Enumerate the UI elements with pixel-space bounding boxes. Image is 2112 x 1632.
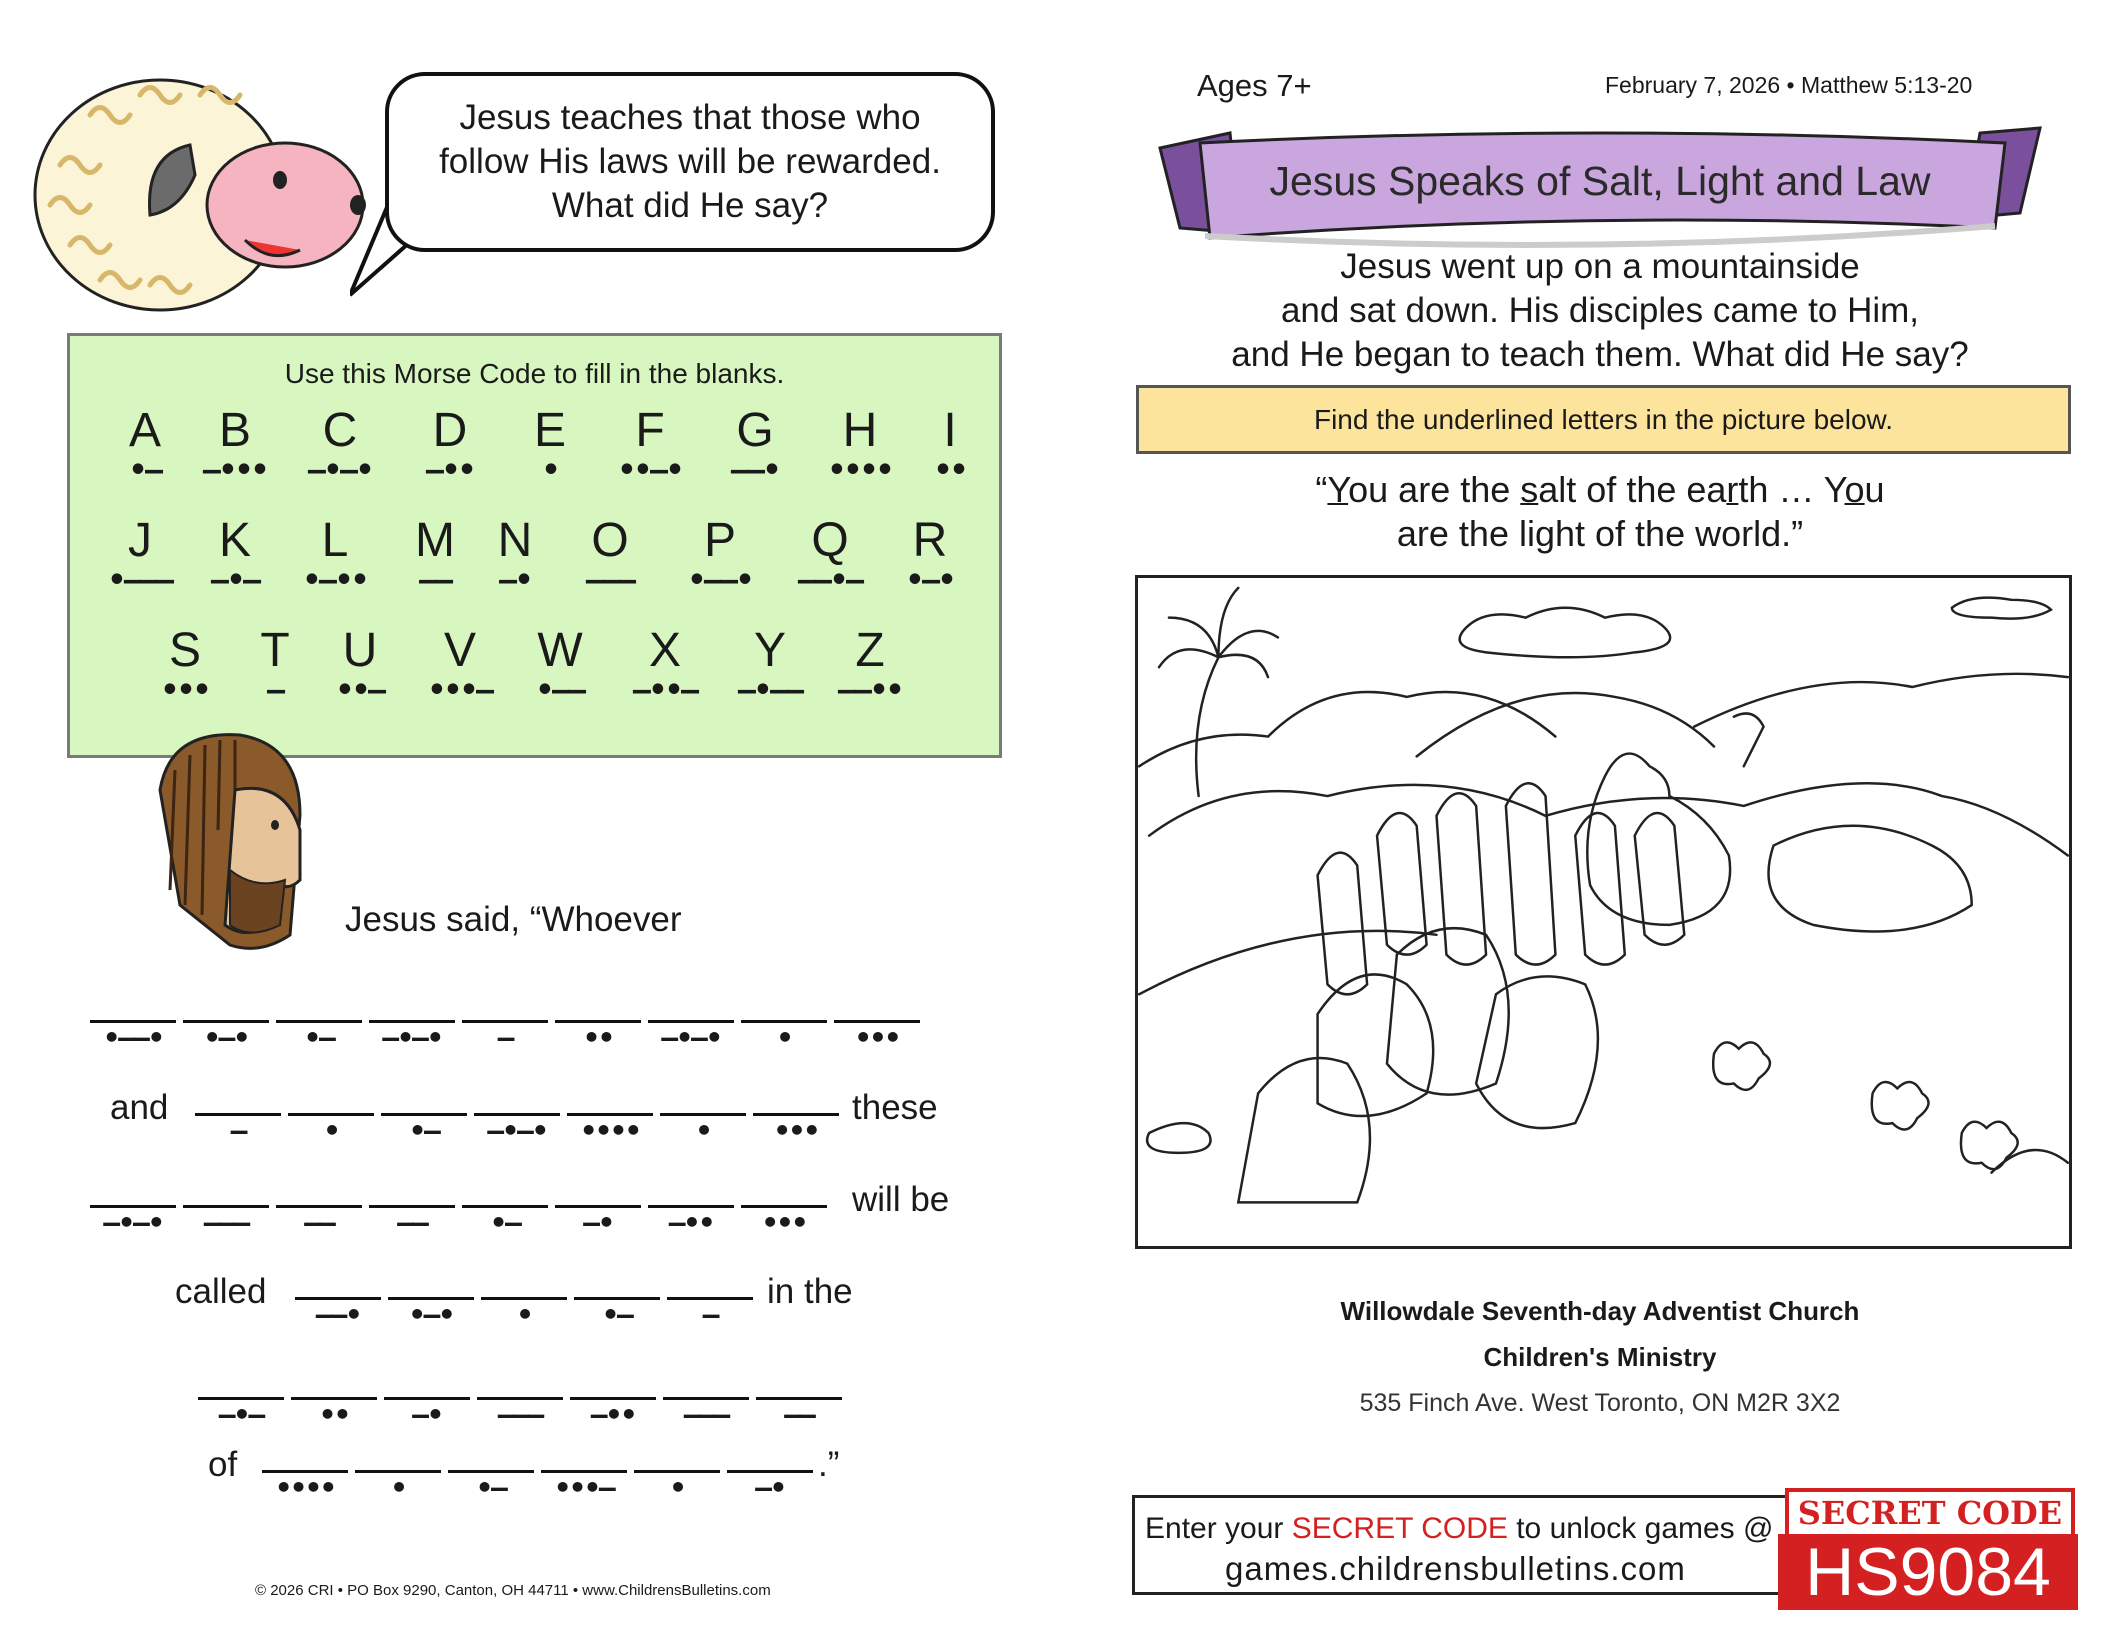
morse-key-letter: Z (855, 624, 885, 677)
code-prompt-highlight: SECRET CODE (1291, 1512, 1508, 1545)
morse-key-letter: K (218, 514, 251, 567)
morse-key-letter: L (321, 514, 349, 567)
answer-blank[interactable] (462, 995, 548, 1053)
answer-blank[interactable] (90, 995, 176, 1053)
morse-key-code: –•– (210, 563, 260, 598)
answer-blank[interactable] (198, 1372, 284, 1430)
answer-blank[interactable] (834, 995, 920, 1053)
blank-line[interactable] (90, 1180, 176, 1208)
morse-key-letter: M (415, 514, 455, 567)
blank-line[interactable] (355, 1445, 441, 1473)
morse-key-item (85, 514, 195, 598)
morse-key-code: ••–• (617, 453, 683, 488)
morse-key-letter: W (537, 624, 583, 677)
blank-line[interactable] (462, 1180, 548, 1208)
blank-line[interactable] (741, 995, 827, 1023)
verse-line-2: are the light of the world.” (1396, 513, 1804, 554)
blank-morse-code: •– (476, 1471, 506, 1504)
answer-blank[interactable] (276, 1180, 362, 1238)
blank-line[interactable] (198, 1372, 284, 1400)
blank-line[interactable] (477, 1372, 563, 1400)
morse-key-code: •••– (427, 673, 493, 708)
answer-blank[interactable] (477, 1372, 563, 1430)
blank-line[interactable] (634, 1445, 720, 1473)
answer-blank[interactable] (648, 995, 734, 1053)
blank-line[interactable] (648, 1180, 734, 1208)
morse-key-code: •–– (535, 673, 585, 708)
blank-line[interactable] (727, 1445, 813, 1473)
puzzle-word: .” (818, 1445, 840, 1484)
morse-key-code: –••• (202, 453, 268, 488)
sermon-on-mount-picture (1135, 575, 2072, 1249)
answer-blank[interactable] (648, 1180, 734, 1238)
morse-key-item (815, 624, 925, 708)
morse-key-letter: D (432, 404, 468, 457)
blank-morse-code: ••• (773, 1114, 819, 1147)
morse-key-letter: R (912, 514, 948, 567)
blank-line[interactable] (381, 1088, 467, 1116)
morse-key-item (395, 404, 505, 488)
secret-code-prompt (1132, 1495, 1802, 1595)
blank-line[interactable] (90, 995, 176, 1023)
morse-key-letter: U (342, 624, 378, 677)
blank-morse-code: •–• (408, 1298, 454, 1331)
story-line: Jesus went up on a mountainside (1340, 247, 1860, 286)
morse-key-code: –•–– (737, 673, 803, 708)
morse-key-letter: S (168, 624, 201, 677)
blank-morse-code: –•–• (382, 1021, 442, 1054)
answer-blank[interactable] (195, 1088, 281, 1146)
morse-instructions: Use this Morse Code to fill in the blanks. (284, 358, 785, 389)
secret-code-label: SECRET CODE (1785, 1488, 2075, 1538)
answer-blank[interactable] (756, 1372, 842, 1430)
answer-blank[interactable] (384, 1372, 470, 1430)
blank-morse-code: •– (409, 1114, 439, 1147)
morse-key-item (180, 404, 290, 488)
morse-key-letter: O (591, 514, 629, 567)
morse-key-code: ••– (335, 673, 385, 708)
jesus-face-illustration (140, 730, 310, 950)
blank-line[interactable] (369, 995, 455, 1023)
answer-blank[interactable] (355, 1445, 441, 1503)
answer-blank[interactable] (295, 1272, 381, 1330)
blank-line[interactable] (663, 1372, 749, 1400)
answer-blank[interactable] (667, 1272, 753, 1330)
copyright: © 2026 CRI • PO Box 9290, Canton, OH 44711 • www.ChildrensBulletins.com (255, 1582, 771, 1599)
code-prompt-pre: Enter your (1145, 1512, 1292, 1545)
puzzle-word: and (110, 1088, 169, 1127)
answer-blank[interactable] (481, 1272, 567, 1330)
blank-line[interactable] (474, 1088, 560, 1116)
code-prompt-line (1145, 1512, 1773, 1546)
morse-key-letter: N (497, 514, 533, 567)
morse-key-item (715, 624, 825, 708)
answer-blank[interactable] (448, 1445, 534, 1503)
puzzle-word: these (852, 1088, 938, 1127)
answer-blank[interactable] (567, 1088, 653, 1146)
morse-key-item (505, 624, 615, 708)
morse-key-code: ––– (585, 563, 635, 598)
bubble-text (410, 96, 970, 228)
blank-line[interactable] (756, 1372, 842, 1400)
answer-blank[interactable] (90, 1180, 176, 1238)
blank-morse-code: – (702, 1298, 718, 1331)
blank-morse-code: ––• (315, 1298, 361, 1331)
blank-morse-code: –– (784, 1398, 814, 1431)
blank-line[interactable] (648, 995, 734, 1023)
blank-line[interactable] (384, 1372, 470, 1400)
morse-key-letter: Q (811, 514, 849, 567)
morse-key-code: •• (933, 453, 967, 488)
morse-key-item (895, 404, 1005, 488)
blank-line[interactable] (570, 1372, 656, 1400)
blank-line[interactable] (276, 1180, 362, 1208)
verse-text (1140, 468, 2060, 556)
morse-key-code: ••• (160, 673, 210, 708)
blank-morse-code: –• (583, 1206, 613, 1239)
morse-key-letter: T (260, 624, 290, 677)
blank-morse-code: • (776, 1021, 792, 1054)
morse-key-code: •••• (827, 453, 893, 488)
puzzle-word: in the (767, 1272, 853, 1311)
morse-key-item (180, 514, 290, 598)
blank-morse-code: •– (490, 1206, 520, 1239)
verse-line-1: “You are the salt of the earth … You (1315, 469, 1885, 510)
blank-morse-code: •••– (554, 1471, 614, 1504)
answer-blank[interactable] (541, 1445, 627, 1503)
answer-blank[interactable] (555, 995, 641, 1053)
puzzle-word: will be (852, 1180, 950, 1219)
morse-key-letter: H (842, 404, 878, 457)
blank-morse-code: ––– (203, 1206, 249, 1239)
blank-line[interactable] (753, 1088, 839, 1116)
blank-line[interactable] (295, 1272, 381, 1300)
blank-morse-code: • (390, 1471, 406, 1504)
answer-blank[interactable] (663, 1372, 749, 1430)
morse-key-letter: Y (753, 624, 786, 677)
blank-line[interactable] (834, 995, 920, 1023)
bubble-line: Jesus teaches that those who (459, 98, 921, 137)
morse-key-code: ––• (730, 453, 780, 488)
story-line: and sat down. His disciples came to Him, (1280, 291, 1920, 330)
blank-line[interactable] (448, 1445, 534, 1473)
blank-morse-code: –– (397, 1206, 427, 1239)
church-name: Willowdale Seventh-day Adventist Church (1340, 1296, 1860, 1326)
answer-blank[interactable] (369, 1180, 455, 1238)
blank-morse-code: –•–• (487, 1114, 547, 1147)
morse-key-code: –••– (632, 673, 698, 708)
morse-code-key (67, 333, 1002, 758)
blank-morse-code: –• (755, 1471, 785, 1504)
morse-key-item (595, 404, 705, 488)
morse-key-letter: X (648, 624, 681, 677)
answer-blank[interactable] (753, 1088, 839, 1146)
answer-blank[interactable] (388, 1272, 474, 1330)
morse-key-code: –• (498, 563, 532, 598)
answer-blank[interactable] (474, 1088, 560, 1146)
morse-key-code: ––•– (797, 563, 863, 598)
blank-morse-code: •– (304, 1021, 334, 1054)
blank-line[interactable] (369, 1180, 455, 1208)
church-info (1140, 1288, 2060, 1426)
church-ministry: Children's Ministry (1483, 1342, 1717, 1372)
morse-key-item (555, 514, 665, 598)
morse-key-letter: J (128, 514, 152, 567)
blank-line[interactable] (462, 995, 548, 1023)
blank-line[interactable] (567, 1088, 653, 1116)
blank-morse-code: ––– (683, 1398, 729, 1431)
date-reference: February 7, 2026 • Matthew 5:13-20 (1605, 72, 1973, 98)
blank-morse-code: –•–• (103, 1206, 163, 1239)
puzzle-intro: Jesus said, “Whoever (345, 900, 682, 939)
blank-morse-code: •––• (103, 1021, 163, 1054)
speech-bubble (385, 72, 995, 252)
answer-blank[interactable] (741, 1180, 827, 1238)
morse-key-letter: C (322, 404, 358, 457)
blank-morse-code: • (323, 1114, 339, 1147)
morse-key-item (875, 514, 985, 598)
story-text (1140, 245, 2060, 377)
blank-line[interactable] (183, 995, 269, 1023)
blank-line[interactable] (276, 995, 362, 1023)
morse-key-code: •––• (687, 563, 753, 598)
blank-morse-code: –•– (218, 1398, 264, 1431)
blank-morse-code: •• (319, 1398, 349, 1431)
blank-line[interactable] (555, 995, 641, 1023)
blank-line[interactable] (741, 1180, 827, 1208)
morse-key-item (495, 404, 605, 488)
blank-morse-code: • (516, 1298, 532, 1331)
answer-blank[interactable] (262, 1445, 348, 1503)
morse-key-letter: E (533, 404, 566, 457)
morse-key-code: –– (418, 563, 452, 598)
blank-line[interactable] (388, 1272, 474, 1300)
morse-key-code: •––– (107, 563, 173, 598)
blank-morse-code: –•–• (661, 1021, 721, 1054)
blank-line[interactable] (555, 1180, 641, 1208)
answer-blank[interactable] (276, 995, 362, 1053)
blank-morse-code: ––– (497, 1398, 543, 1431)
morse-key-letter: A (128, 404, 161, 457)
games-url-link[interactable]: games.childrensbulletins.com (1225, 1550, 1686, 1587)
blank-morse-code: •–• (203, 1021, 249, 1054)
blank-line[interactable] (481, 1272, 567, 1300)
morse-key-item (610, 624, 720, 708)
morse-key-code: –•–• (307, 453, 373, 488)
blank-line[interactable] (288, 1088, 374, 1116)
answer-blank[interactable] (634, 1445, 720, 1503)
morse-key-item (460, 514, 570, 598)
morse-key-item (285, 404, 395, 488)
find-instructions: Find the underlined letters in the picture below. (1313, 403, 1894, 435)
morse-key-letter: I (943, 404, 957, 457)
answer-blank[interactable] (381, 1088, 467, 1146)
morse-key-letter: V (443, 624, 476, 677)
find-instructions-box (1136, 385, 2071, 454)
morse-key-letter: F (635, 404, 665, 457)
morse-key-code: •–• (905, 563, 955, 598)
answer-blank[interactable] (183, 995, 269, 1053)
secret-code-value: HS9084 (1778, 1534, 2078, 1610)
blank-morse-code: ••• (854, 1021, 900, 1054)
answer-blank[interactable] (570, 1372, 656, 1430)
answer-blank[interactable] (574, 1272, 660, 1330)
blank-line[interactable] (183, 1180, 269, 1208)
blank-morse-code: – (230, 1114, 246, 1147)
puzzle-word: of (208, 1445, 238, 1484)
morse-key-item (405, 624, 515, 708)
answer-blank[interactable] (741, 995, 827, 1053)
morse-key-item (305, 624, 415, 708)
morse-key-item (775, 514, 885, 598)
blank-morse-code: –•• (590, 1398, 636, 1431)
blank-morse-code: –– (304, 1206, 334, 1239)
sheep-illustration (30, 55, 370, 315)
blank-line[interactable] (195, 1088, 281, 1116)
blank-line[interactable] (541, 1445, 627, 1473)
blank-morse-code: • (695, 1114, 711, 1147)
morse-key-code: •– (128, 453, 162, 488)
blank-morse-code: • (669, 1471, 685, 1504)
blank-morse-code: ••• (761, 1206, 807, 1239)
blank-line[interactable] (262, 1445, 348, 1473)
morse-key-letter: B (218, 404, 251, 457)
blank-line[interactable] (574, 1272, 660, 1300)
blank-morse-code: –• (412, 1398, 442, 1431)
blank-morse-code: •••• (580, 1114, 640, 1147)
bubble-line: What did He say? (551, 186, 829, 225)
puzzle-word: called (175, 1272, 267, 1311)
answer-blank[interactable] (660, 1088, 746, 1146)
blank-morse-code: – (497, 1021, 513, 1054)
morse-key-item (280, 514, 390, 598)
blank-line[interactable] (660, 1088, 746, 1116)
morse-key-item (665, 514, 775, 598)
morse-key-code: • (541, 453, 559, 488)
answer-blank[interactable] (183, 1180, 269, 1238)
answer-blank[interactable] (555, 1180, 641, 1238)
age-label: Ages 7+ (1197, 68, 1312, 103)
page-title: Jesus Speaks of Salt, Light and Law (1269, 158, 1931, 204)
morse-key-letter: P (703, 514, 736, 567)
blank-morse-code: •• (583, 1021, 613, 1054)
answer-blank[interactable] (369, 995, 455, 1053)
blank-morse-code: •••• (275, 1471, 335, 1504)
bubble-line: follow His laws will be rewarded. (439, 142, 941, 181)
answer-blank[interactable] (291, 1372, 377, 1430)
answer-blank[interactable] (727, 1445, 813, 1503)
morse-key-code: •–•• (302, 563, 368, 598)
answer-blank[interactable] (288, 1088, 374, 1146)
morse-key-item (700, 404, 810, 488)
story-line: and He began to teach them. What did He say? (1231, 335, 1969, 374)
morse-key-code: – (266, 673, 284, 708)
morse-key-code: ––•• (837, 673, 903, 708)
morse-key-code: –•• (425, 453, 475, 488)
answer-blank[interactable] (462, 1180, 548, 1238)
blank-morse-code: •– (602, 1298, 632, 1331)
blank-line[interactable] (291, 1372, 377, 1400)
morse-key-letter: G (736, 404, 774, 457)
church-address: 535 Finch Ave. West Toronto, ON M2R 3X2 (1359, 1389, 1841, 1417)
blank-morse-code: –•• (668, 1206, 714, 1239)
code-prompt-post: to unlock games @ (1507, 1512, 1774, 1545)
blank-line[interactable] (667, 1272, 753, 1300)
